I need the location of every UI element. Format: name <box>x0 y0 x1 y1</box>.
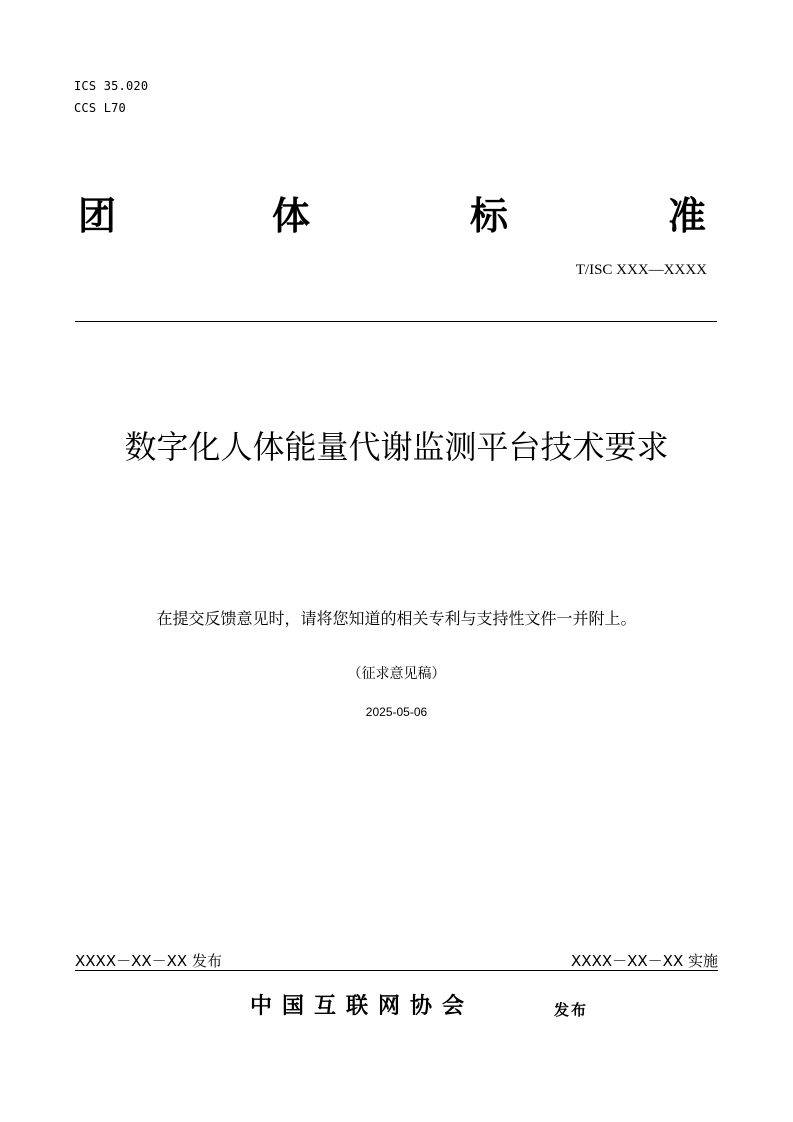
standard-code: T/ISC XXX—XXXX <box>575 262 707 278</box>
implement-date: XXXX－XX－XX 实施 <box>571 952 718 970</box>
header-divider <box>75 321 717 322</box>
patent-notice: 在提交反馈意见时，请将您知道的相关专利与支持性文件一并附上。 <box>156 609 637 628</box>
ccs-code: CCS L70 <box>74 101 126 115</box>
footer-divider <box>75 970 718 971</box>
standard-type-char: 标 <box>470 194 509 238</box>
standard-type-char: 体 <box>272 194 311 238</box>
standard-type-char: 准 <box>668 194 707 238</box>
document-title: 数字化人体能量代谢监测平台技术要求 <box>124 428 669 466</box>
publish-date: XXXX－XX－XX 发布 <box>75 952 222 970</box>
draft-label: （征求意见稿） <box>347 666 446 682</box>
standard-type-char: 团 <box>78 194 117 238</box>
publisher-name: 中国互联网协会 <box>250 994 475 1019</box>
publisher-suffix: 发布 <box>554 1001 589 1019</box>
draft-date: 2025-05-06 <box>365 705 428 719</box>
ics-code: ICS 35.020 <box>74 79 149 93</box>
